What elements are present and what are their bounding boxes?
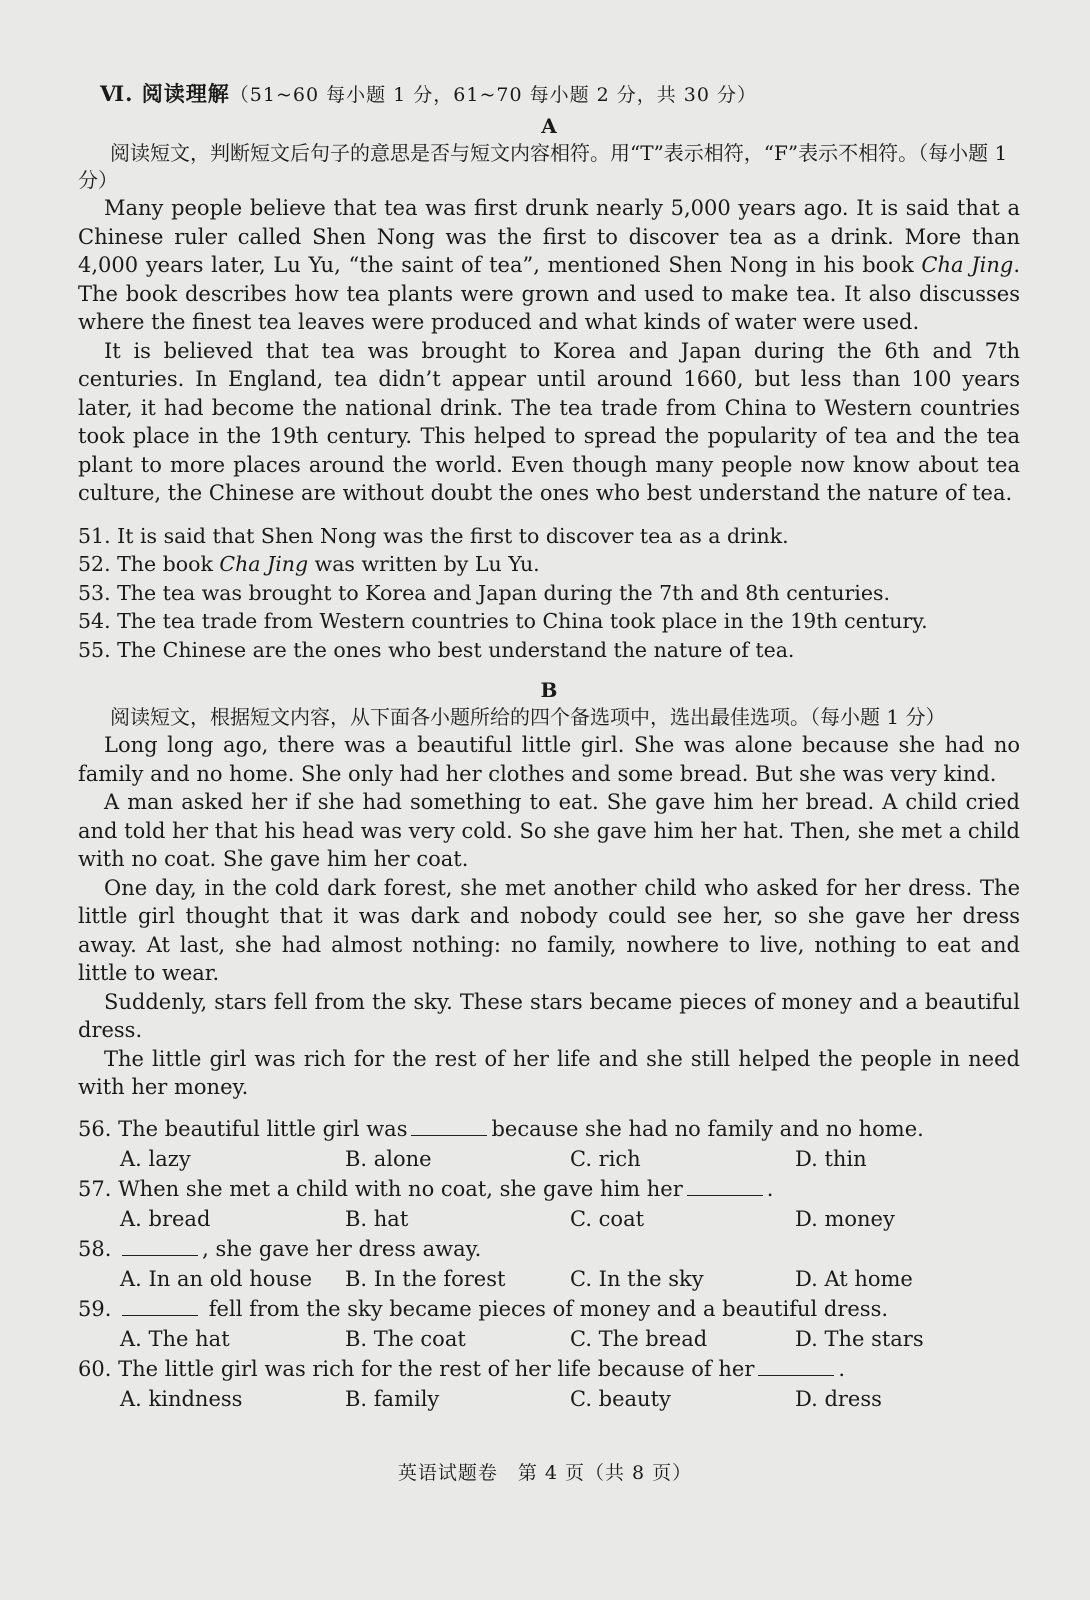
section-title: Ⅵ. 阅读理解 xyxy=(100,81,230,106)
part-b-paragraph: One day, in the cold dark forest, she met another child who asked for her dress. The little girl thought that it was dark and nobody could see her, so she gave her dress away. At last, she had almost nothing: no family, nowhere to live, nothing to eat and little to wear. xyxy=(78,875,1020,985)
question-59 xyxy=(78,1294,1020,1354)
question-text: . xyxy=(838,1356,846,1381)
part-b-label: B xyxy=(540,678,558,702)
answer-blank xyxy=(687,1177,763,1196)
part-a-paragraph xyxy=(78,337,1020,508)
question-58 xyxy=(78,1234,1020,1294)
statement-55 xyxy=(78,636,1020,665)
para-text: . The book describes how tea plants were grown and used to make tea. It also discusses where the finest tea leaves were produced and what kinds of water were used. xyxy=(78,253,1020,334)
question-number: 60. xyxy=(78,1356,112,1381)
answer-blank xyxy=(758,1357,834,1376)
option-c: C. rich xyxy=(570,1146,641,1171)
part-b-paragraph: The little girl was rich for the rest of her life and she still helped the people in need with her money. xyxy=(78,1046,1020,1099)
option-d: D. The stars xyxy=(795,1326,924,1351)
para-text: Many people believe that tea was first drunk nearly 5,000 years ago. It is said that a Chinese ruler called Shen Nong was the first to discover tea as a drink. More than 4,000 years later, Lu Yu, “the saint of tea”, mentioned Shen Nong in his book xyxy=(78,196,1020,277)
answer-blank xyxy=(122,1297,198,1316)
option-b: B. hat xyxy=(345,1206,409,1231)
statement-text: 53. The tea was brought to Korea and Japan during the 7th and 8th centuries. xyxy=(78,580,891,605)
question-text: The little girl was rich for the rest of her life because of her xyxy=(118,1356,755,1381)
option-b: B. family xyxy=(345,1386,440,1411)
question-text: because she had no family and no home. xyxy=(491,1116,924,1141)
question-text: fell from the sky became pieces of money and a beautiful dress. xyxy=(208,1296,889,1321)
question-56 xyxy=(78,1114,1020,1174)
book-title: Cha Jing xyxy=(921,253,1014,277)
option-a: A. bread xyxy=(120,1206,211,1231)
part-b-paragraph: A man asked her if she had something to eat. She gave him her bread. A child cried and told her that his head was very cold. So she gave him her hat. Then, she met a child with no coat. She gave him her coat. xyxy=(78,790,1020,871)
true-false-statements xyxy=(78,522,1020,665)
option-a: A. lazy xyxy=(120,1146,191,1171)
option-d: D. dress xyxy=(795,1386,882,1411)
part-b-paragraph: Suddenly, stars fell from the sky. These stars became pieces of money and a beautiful dress. xyxy=(78,989,1020,1042)
question-number: 57. xyxy=(78,1176,112,1201)
question-number: 56. xyxy=(78,1116,112,1141)
question-60 xyxy=(78,1354,1020,1414)
part-a-label: A xyxy=(541,114,557,138)
part-b-paragraph: Long long ago, there was a beautiful little girl. She was alone because she had no family and no home. She only had her clothes and some bread. But she was very kind. xyxy=(78,733,1020,786)
option-b: B. In the forest xyxy=(345,1266,506,1291)
part-a-paragraph xyxy=(78,194,1020,337)
option-d: D. At home xyxy=(795,1266,913,1291)
part-a-instruction: 阅读短文，判断短文后句子的意思是否与短文内容相符。用“T”表示相符，“F”表示不相符。（每小题 1 分） xyxy=(78,141,1008,192)
question-text: When she met a child with no coat, she gave him her xyxy=(118,1176,683,1201)
statement-text: 51. It is said that Shen Nong was the first to discover tea as a drink. xyxy=(78,523,789,548)
answer-blank xyxy=(411,1117,487,1136)
option-c: C. beauty xyxy=(570,1386,671,1411)
option-d: D. money xyxy=(795,1206,895,1231)
question-text: The beautiful little girl was xyxy=(118,1116,408,1141)
option-a: A. kindness xyxy=(120,1386,243,1411)
option-c: C. The bread xyxy=(570,1326,708,1351)
para-text: It is believed that tea was brought to Korea and Japan during the 6th and 7th centuries. In England, tea didn’t appear until around 1660, but less than 100 years later, it had become the national drink. The tea trade from China to Western countries took place in the 19th century. This helped to spread the popularity of tea and the tea plant to more places around the world. Even though many people now know about tea culture, the Chinese are without doubt the ones who best understand the nature of tea. xyxy=(78,338,1020,505)
question-text: . xyxy=(766,1176,774,1201)
statement-51 xyxy=(78,522,1020,551)
option-b: B. alone xyxy=(345,1146,432,1171)
multiple-choice-questions xyxy=(78,1114,1020,1414)
option-a: A. In an old house xyxy=(120,1266,313,1291)
question-57 xyxy=(78,1174,1020,1234)
option-b: B. The coat xyxy=(345,1326,466,1351)
option-c: C. In the sky xyxy=(570,1266,704,1291)
statement-54 xyxy=(78,607,1020,636)
statement-52 xyxy=(78,550,1020,579)
option-c: C. coat xyxy=(570,1206,645,1231)
section-heading xyxy=(100,78,1020,108)
option-a: A. The hat xyxy=(120,1326,230,1351)
book-title: Cha Jing xyxy=(219,552,309,576)
question-text: , she gave her dress away. xyxy=(202,1236,482,1261)
answer-blank xyxy=(122,1237,198,1256)
question-number: 59. xyxy=(78,1296,112,1321)
section-score: （51~60 每小题 1 分，61~70 每小题 2 分，共 30 分） xyxy=(229,84,757,106)
part-b-instruction: 阅读短文，根据短文内容，从下面各小题所给的四个备选项中，选出最佳选项。（每小题 1 分） xyxy=(110,705,946,729)
statement-text: 54. The tea trade from Western countries to China took place in the 19th century. xyxy=(78,609,928,633)
statement-53 xyxy=(78,579,1020,608)
statement-text: 52. The book xyxy=(78,552,220,576)
page-footer: 英语试题卷 第 4 页（共 8 页） xyxy=(397,1462,693,1484)
question-number: 58. xyxy=(78,1236,112,1261)
option-d: D. thin xyxy=(795,1146,867,1171)
statement-text: was written by Lu Yu. xyxy=(308,552,540,576)
statement-text: 55. The Chinese are the ones who best understand the nature of tea. xyxy=(78,637,795,662)
